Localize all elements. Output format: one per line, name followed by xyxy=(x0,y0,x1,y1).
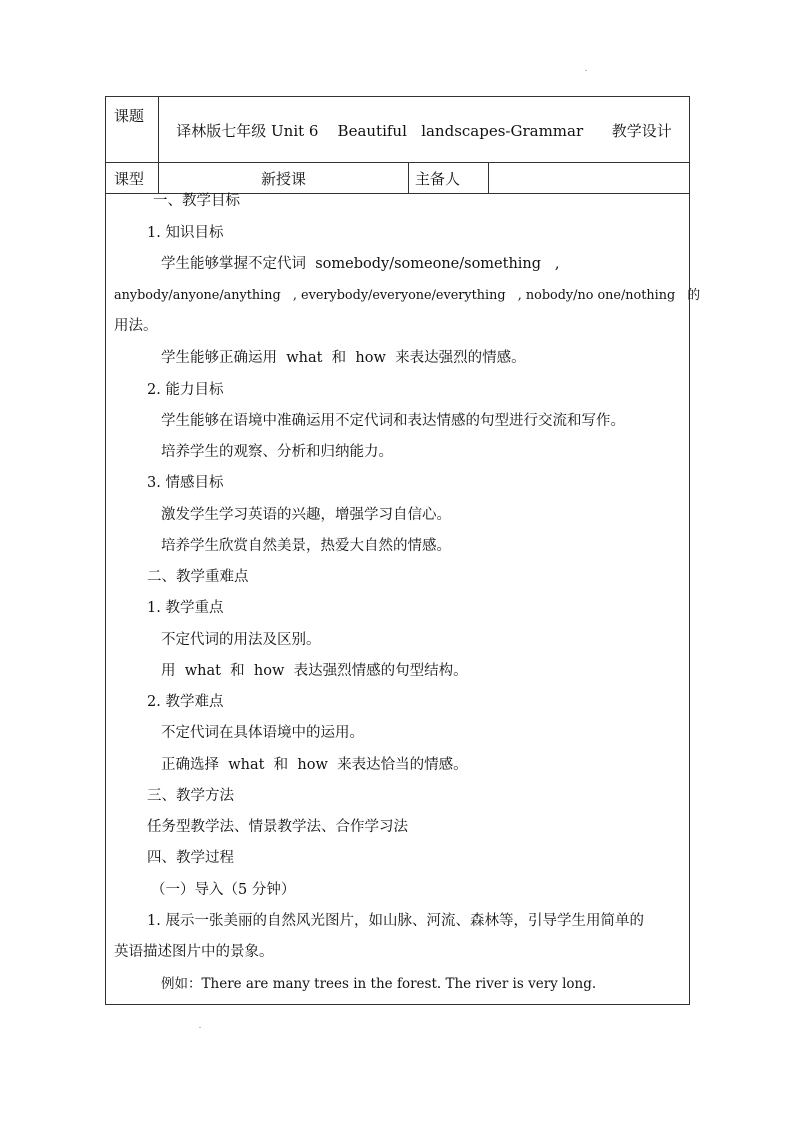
paragraph: 激发学生学习英语的兴趣，增强学习自信心。 xyxy=(161,506,451,523)
paragraph: 不定代词的用法及区别。 xyxy=(161,631,321,648)
subsection-heading: 1. 教学重点 xyxy=(147,599,224,616)
subsection-heading: 3. 情感目标 xyxy=(147,474,224,491)
course-label: 课题 xyxy=(106,97,159,163)
paragraph: 英语描述图片中的景象。 xyxy=(114,943,274,960)
subsection-heading: 2. 能力目标 xyxy=(147,381,224,398)
paragraph: anybody/anyone/anything , everybody/everyone/everything , nobody/no one/nothing 的 xyxy=(114,287,701,303)
paragraph: 不定代词在具体语境中的运用。 xyxy=(161,724,364,741)
paragraph: 任务型教学法、情景教学法、合作学习法 xyxy=(147,818,408,835)
paragraph: 用 what 和 how 表达强烈情感的句型结构。 xyxy=(161,662,468,679)
preparer-value xyxy=(489,163,690,194)
section-heading: 二、教学重难点 xyxy=(147,568,249,585)
preparer-label: 主备人 xyxy=(409,163,489,194)
section-heading: 一、教学目标 xyxy=(153,192,240,209)
paragraph: 学生能够掌握不定代词 somebody/someone/something , xyxy=(161,255,560,272)
course-title: 译林版七年级 Unit 6 Beautiful landscapes-Grammar 教学设计 xyxy=(176,122,672,140)
paragraph: 用法。 xyxy=(114,317,158,334)
lesson-plan-table xyxy=(105,96,701,1005)
type-label: 课型 xyxy=(106,163,159,194)
scan-speck xyxy=(199,1027,201,1028)
subsection-heading: 1. 知识目标 xyxy=(147,224,224,241)
paragraph: 培养学生的观察、分析和归纳能力。 xyxy=(161,443,393,460)
type-row xyxy=(106,163,690,194)
subsection-heading: （一）导入（5 分钟） xyxy=(151,881,296,898)
section-heading: 四、教学过程 xyxy=(147,849,234,866)
title-row xyxy=(106,97,690,163)
example-sentence: 例如：There are many trees in the forest. The river is very long. xyxy=(161,975,597,992)
paragraph: 1. 展示一张美丽的自然风光图片，如山脉、河流、森林等，引导学生用简单的 xyxy=(147,912,644,929)
course-title-cell xyxy=(159,97,690,163)
subsection-heading: 2. 教学难点 xyxy=(147,693,224,710)
scan-speck xyxy=(585,70,587,71)
paragraph: 正确选择 what 和 how 来表达恰当的情感。 xyxy=(161,756,468,773)
paragraph: 学生能够正确运用 what 和 how 来表达强烈的情感。 xyxy=(161,349,526,366)
type-value: 新授课 xyxy=(159,163,409,194)
paragraph: 学生能够在语境中准确运用不定代词和表达情感的句型进行交流和写作。 xyxy=(161,412,625,429)
body-row xyxy=(106,194,690,1005)
section-heading: 三、教学方法 xyxy=(147,787,234,804)
lesson-body xyxy=(106,192,701,1005)
paragraph: 培养学生欣赏自然美景，热爱大自然的情感。 xyxy=(161,537,451,554)
